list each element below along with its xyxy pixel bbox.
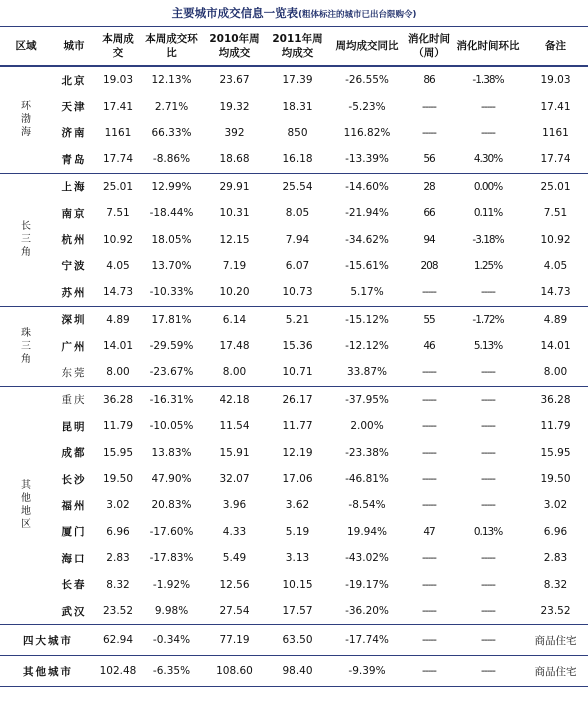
data-cell: 10.92 (540, 233, 571, 246)
header-2011-weekly-avg: 2011年周均成交 (266, 27, 329, 67)
header-digest-time-wow: 消化时间环比 (453, 27, 523, 67)
data-cell: -16.31% (149, 393, 194, 406)
data-cell: 18.05% (151, 233, 192, 246)
data-cell: 11.54 (219, 420, 250, 433)
data-cell: 14.73 (523, 279, 588, 306)
table-row (0, 545, 588, 571)
data-cell: 17.81% (151, 313, 192, 326)
data-cell: ----- (453, 359, 523, 386)
data-cell: 12.15 (219, 233, 250, 246)
table-row (0, 519, 588, 545)
data-cell: ----- (422, 552, 436, 565)
city-cell: 济南 (61, 127, 87, 140)
total-row (0, 625, 588, 656)
table-row (0, 413, 588, 439)
total-label: 其他城市 (0, 656, 96, 687)
data-cell: ----- (481, 126, 495, 139)
data-cell: 11.77 (282, 420, 313, 433)
data-cell: 8.00 (203, 359, 266, 386)
data-cell: -14.60% (345, 180, 389, 193)
data-cell: 3.62 (285, 499, 310, 512)
data-cell: ----- (422, 446, 436, 459)
header-city: 城市 (52, 27, 96, 67)
data-cell: 23.67 (219, 74, 250, 87)
data-cell: 19.32 (219, 100, 250, 113)
data-cell: ----- (481, 473, 495, 486)
city-cell: 北京 (61, 74, 87, 87)
data-cell: ----- (405, 598, 453, 625)
data-cell: 18.68 (203, 146, 266, 173)
data-cell: ----- (422, 578, 436, 591)
city-cell: 海口 (61, 552, 87, 565)
data-cell: 17.48 (219, 340, 250, 353)
data-cell: 56 (405, 146, 453, 173)
city-transaction-table (0, 26, 588, 687)
data-cell: 7.51 (543, 207, 568, 220)
table-row (0, 466, 588, 492)
city-cell: 青岛 (52, 146, 96, 173)
table-row (0, 598, 588, 625)
table-row (0, 492, 588, 518)
data-cell: 5.21 (285, 313, 310, 326)
data-cell: 4.89 (106, 313, 130, 326)
data-cell: 7.51 (106, 207, 130, 220)
data-cell: -15.12% (345, 313, 389, 326)
header-weekly-avg-yoy: 周均成交同比 (329, 27, 405, 67)
total-cell: 商品住宅 (523, 656, 588, 687)
data-cell: ----- (405, 279, 453, 306)
data-cell: 17.74 (523, 146, 588, 173)
region-cell (0, 66, 52, 173)
table-row (0, 146, 588, 173)
table-row (0, 279, 588, 306)
table-row (0, 253, 588, 279)
total-cell: -9.39% (329, 656, 405, 687)
data-cell: 5.13% (473, 340, 503, 353)
data-cell: 66.33% (151, 126, 192, 139)
data-cell: 10.71 (266, 359, 329, 386)
header-weekly-volume: 本周成交 (96, 27, 140, 67)
data-cell: 17.39 (282, 74, 313, 87)
data-cell: 3.96 (222, 499, 247, 512)
data-cell: ----- (422, 126, 436, 139)
data-cell: 19.50 (540, 473, 571, 486)
data-cell: 11.79 (102, 420, 134, 433)
data-cell: -3.18% (472, 233, 504, 246)
data-cell: 8.32 (106, 578, 130, 591)
data-cell: 10.20 (203, 279, 266, 306)
data-cell: 15.91 (219, 446, 250, 459)
data-cell: -26.55% (345, 74, 389, 87)
data-cell: ----- (453, 279, 523, 306)
total-cell: ----- (405, 656, 453, 687)
data-cell: 10.15 (282, 578, 313, 591)
data-cell: 208 (420, 259, 438, 272)
data-cell: ----- (453, 598, 523, 625)
data-cell: 55 (423, 313, 435, 326)
table-row (0, 386, 588, 413)
data-cell: -8.86% (140, 146, 203, 173)
data-cell: 16.18 (266, 146, 329, 173)
city-cell: 宁波 (61, 260, 87, 273)
data-cell: 27.54 (203, 598, 266, 625)
table-row (0, 571, 588, 597)
data-cell: 7.94 (285, 233, 310, 246)
data-cell: 850 (287, 126, 308, 139)
data-cell: 116.82% (343, 126, 391, 139)
table-row (0, 200, 588, 226)
city-cell: 成都 (61, 447, 87, 460)
data-cell: 9.98% (140, 598, 203, 625)
table-row (0, 173, 588, 200)
table-title-note: (粗体标注的城市已出台限购令) (298, 10, 417, 20)
table-row (0, 226, 588, 252)
data-cell: 32.07 (219, 473, 250, 486)
total-cell: -6.35% (140, 656, 203, 687)
data-cell: -18.44% (149, 207, 194, 220)
data-cell: 4.33 (222, 525, 247, 538)
data-cell: 28 (423, 180, 435, 193)
city-cell: 长春 (61, 579, 87, 592)
data-cell: 5.17% (329, 279, 405, 306)
data-cell: 5.49 (222, 552, 247, 565)
total-label: 四大城市 (0, 625, 96, 656)
data-cell: 36.28 (102, 393, 134, 406)
data-cell: 13.83% (151, 446, 192, 459)
data-cell: 19.03 (102, 74, 134, 87)
data-cell: -1.38% (472, 74, 504, 87)
data-cell: 15.95 (102, 446, 134, 459)
total-cell: ----- (405, 625, 453, 656)
data-cell: 8.00 (523, 359, 588, 386)
data-cell: 12.13% (151, 74, 192, 87)
data-cell: 4.89 (543, 313, 568, 326)
city-cell: 上海 (61, 181, 87, 194)
data-cell: 4.05 (106, 259, 130, 272)
data-cell: 86 (423, 74, 435, 87)
data-cell: 6.14 (222, 313, 247, 326)
total-cell: ----- (453, 625, 523, 656)
data-cell: 42.18 (219, 393, 250, 406)
data-cell: 1161 (104, 126, 132, 139)
region-cell (0, 386, 52, 625)
data-cell: -29.59% (149, 340, 194, 353)
data-cell: -19.17% (345, 578, 389, 591)
data-cell: -23.67% (140, 359, 203, 386)
table-title (0, 0, 588, 26)
region-label: 其他地区 (21, 480, 31, 531)
data-cell: 10.73 (266, 279, 329, 306)
region-label: 珠三角 (21, 327, 31, 365)
data-cell: -1.72% (472, 313, 504, 326)
data-cell: 17.41 (102, 100, 134, 113)
data-cell: ----- (422, 499, 436, 512)
data-cell: 19.94% (346, 525, 388, 538)
data-cell: 20.83% (151, 499, 192, 512)
table-row (0, 333, 588, 359)
header-2010-weekly-avg: 2010年周均成交 (203, 27, 266, 67)
data-cell: -12.12% (345, 340, 389, 353)
total-cell: 63.50 (266, 625, 329, 656)
data-cell: 19.03 (540, 74, 571, 87)
total-cell: 62.94 (96, 625, 140, 656)
data-cell: 3.02 (106, 499, 130, 512)
city-cell: 武汉 (52, 598, 96, 625)
data-cell: 15.95 (540, 446, 571, 459)
data-cell: 10.92 (102, 233, 134, 246)
data-cell: 3.02 (543, 499, 568, 512)
city-cell: 福州 (61, 499, 87, 512)
table-row (0, 439, 588, 465)
data-cell: 4.05 (543, 259, 568, 272)
data-cell: 25.01 (540, 180, 571, 193)
data-cell: -36.20% (329, 598, 405, 625)
data-cell: 19.50 (102, 473, 134, 486)
data-cell: 25.54 (282, 180, 313, 193)
total-row (0, 656, 588, 687)
data-cell: -8.54% (348, 499, 386, 512)
region-label: 环渤海 (21, 101, 31, 139)
region-cell (0, 306, 52, 386)
data-cell: 18.31 (282, 100, 313, 113)
data-cell: 14.01 (540, 340, 571, 353)
total-cell: ----- (453, 656, 523, 687)
data-cell: 23.52 (523, 598, 588, 625)
data-cell: ----- (481, 552, 495, 565)
city-cell: 广州 (61, 340, 87, 353)
header-weekly-wow: 本周成交环比 (140, 27, 203, 67)
data-cell: ----- (422, 420, 436, 433)
data-cell: 17.74 (96, 146, 140, 173)
data-cell: 392 (224, 126, 245, 139)
data-cell: 2.71% (154, 100, 189, 113)
data-cell: 17.57 (266, 598, 329, 625)
data-cell: ----- (481, 578, 495, 591)
data-cell: 3.13 (285, 552, 310, 565)
data-cell: 12.19 (282, 446, 313, 459)
data-cell: -34.62% (345, 233, 389, 246)
data-cell: 94 (423, 233, 435, 246)
data-cell: 12.56 (219, 578, 250, 591)
table-row (0, 93, 588, 119)
data-cell: 10.31 (219, 207, 250, 220)
data-cell: 13.70% (151, 259, 192, 272)
data-cell: ----- (481, 420, 495, 433)
data-cell: -10.05% (149, 420, 194, 433)
data-cell: 66 (423, 207, 435, 220)
table-row (0, 359, 588, 386)
data-cell: 1.25% (473, 259, 503, 272)
data-cell: 5.19 (285, 525, 310, 538)
data-cell: ----- (422, 100, 436, 113)
data-cell: -46.81% (345, 473, 389, 486)
data-cell: 23.52 (96, 598, 140, 625)
data-cell: ----- (481, 393, 495, 406)
table-row (0, 306, 588, 333)
table-row (0, 66, 588, 93)
header-region: 区域 (0, 27, 52, 67)
data-cell: ----- (422, 393, 436, 406)
data-cell: -21.94% (345, 207, 389, 220)
data-cell: 26.17 (282, 393, 313, 406)
city-cell: 深圳 (61, 314, 87, 327)
data-cell: -15.61% (345, 259, 389, 272)
data-cell: 36.28 (540, 393, 571, 406)
data-cell: -37.95% (345, 393, 389, 406)
data-cell: 6.96 (543, 525, 568, 538)
data-cell: 47.90% (151, 473, 192, 486)
city-cell: 南京 (61, 207, 87, 220)
data-cell: ----- (481, 499, 495, 512)
city-cell: 厦门 (61, 526, 87, 539)
data-cell: 17.06 (282, 473, 313, 486)
data-cell: 25.01 (102, 180, 134, 193)
total-cell: 102.48 (96, 656, 140, 687)
city-cell: 东莞 (52, 359, 96, 386)
data-cell: ----- (481, 100, 495, 113)
total-cell: -0.34% (140, 625, 203, 656)
data-cell: -43.02% (345, 552, 389, 565)
data-cell: 11.79 (540, 420, 571, 433)
data-cell: 14.01 (102, 340, 134, 353)
data-cell: -5.23% (348, 100, 386, 113)
data-cell: 33.87% (329, 359, 405, 386)
total-cell: 108.60 (203, 656, 266, 687)
total-cell: 商品住宅 (523, 625, 588, 656)
data-cell: -23.38% (345, 446, 389, 459)
data-cell: -1.92% (152, 578, 191, 591)
data-cell: 7.19 (222, 259, 247, 272)
data-cell: 12.99% (151, 180, 192, 193)
data-cell: 2.00% (350, 420, 384, 433)
city-cell: 苏州 (52, 279, 96, 306)
data-cell: -17.83% (149, 552, 194, 565)
data-cell: 8.32 (543, 578, 568, 591)
data-cell: 8.05 (285, 207, 310, 220)
data-cell: 17.41 (540, 100, 571, 113)
header-row (0, 27, 588, 67)
data-cell: 2.83 (106, 552, 130, 565)
region-cell (0, 173, 52, 306)
header-remarks: 备注 (523, 27, 588, 67)
header-digest-time: 消化时间（周） (405, 27, 453, 67)
data-cell: ----- (481, 446, 495, 459)
data-cell: -10.33% (140, 279, 203, 306)
data-cell: 14.73 (96, 279, 140, 306)
data-cell: 0.11% (473, 207, 503, 220)
data-cell: 1161 (542, 126, 569, 139)
data-cell: 6.96 (106, 525, 130, 538)
data-cell: 47 (423, 525, 435, 538)
table-body (0, 66, 588, 687)
city-cell: 重庆 (61, 394, 87, 407)
data-cell: -17.60% (149, 525, 194, 538)
data-cell: ----- (405, 359, 453, 386)
data-cell: 15.36 (282, 340, 313, 353)
data-cell: 46 (423, 340, 435, 353)
data-cell: 0.00% (473, 180, 503, 193)
city-cell: 昆明 (61, 420, 87, 433)
data-cell: 29.91 (219, 180, 250, 193)
data-cell: 4.30% (453, 146, 523, 173)
data-cell: 8.00 (96, 359, 140, 386)
total-cell: 77.19 (203, 625, 266, 656)
data-cell: ----- (422, 473, 436, 486)
table-row (0, 120, 588, 146)
data-cell: 0.13% (473, 525, 503, 538)
table-title-main: 主要城市成交信息一览表 (171, 6, 299, 20)
region-label: 长三角 (21, 221, 31, 259)
data-cell: 2.83 (543, 552, 568, 565)
total-cell: 98.40 (266, 656, 329, 687)
data-cell: -13.39% (329, 146, 405, 173)
city-cell: 杭州 (61, 234, 87, 247)
city-cell: 天津 (61, 101, 87, 114)
total-cell: -17.74% (329, 625, 405, 656)
city-cell: 长沙 (61, 473, 87, 486)
data-cell: 6.07 (285, 259, 310, 272)
